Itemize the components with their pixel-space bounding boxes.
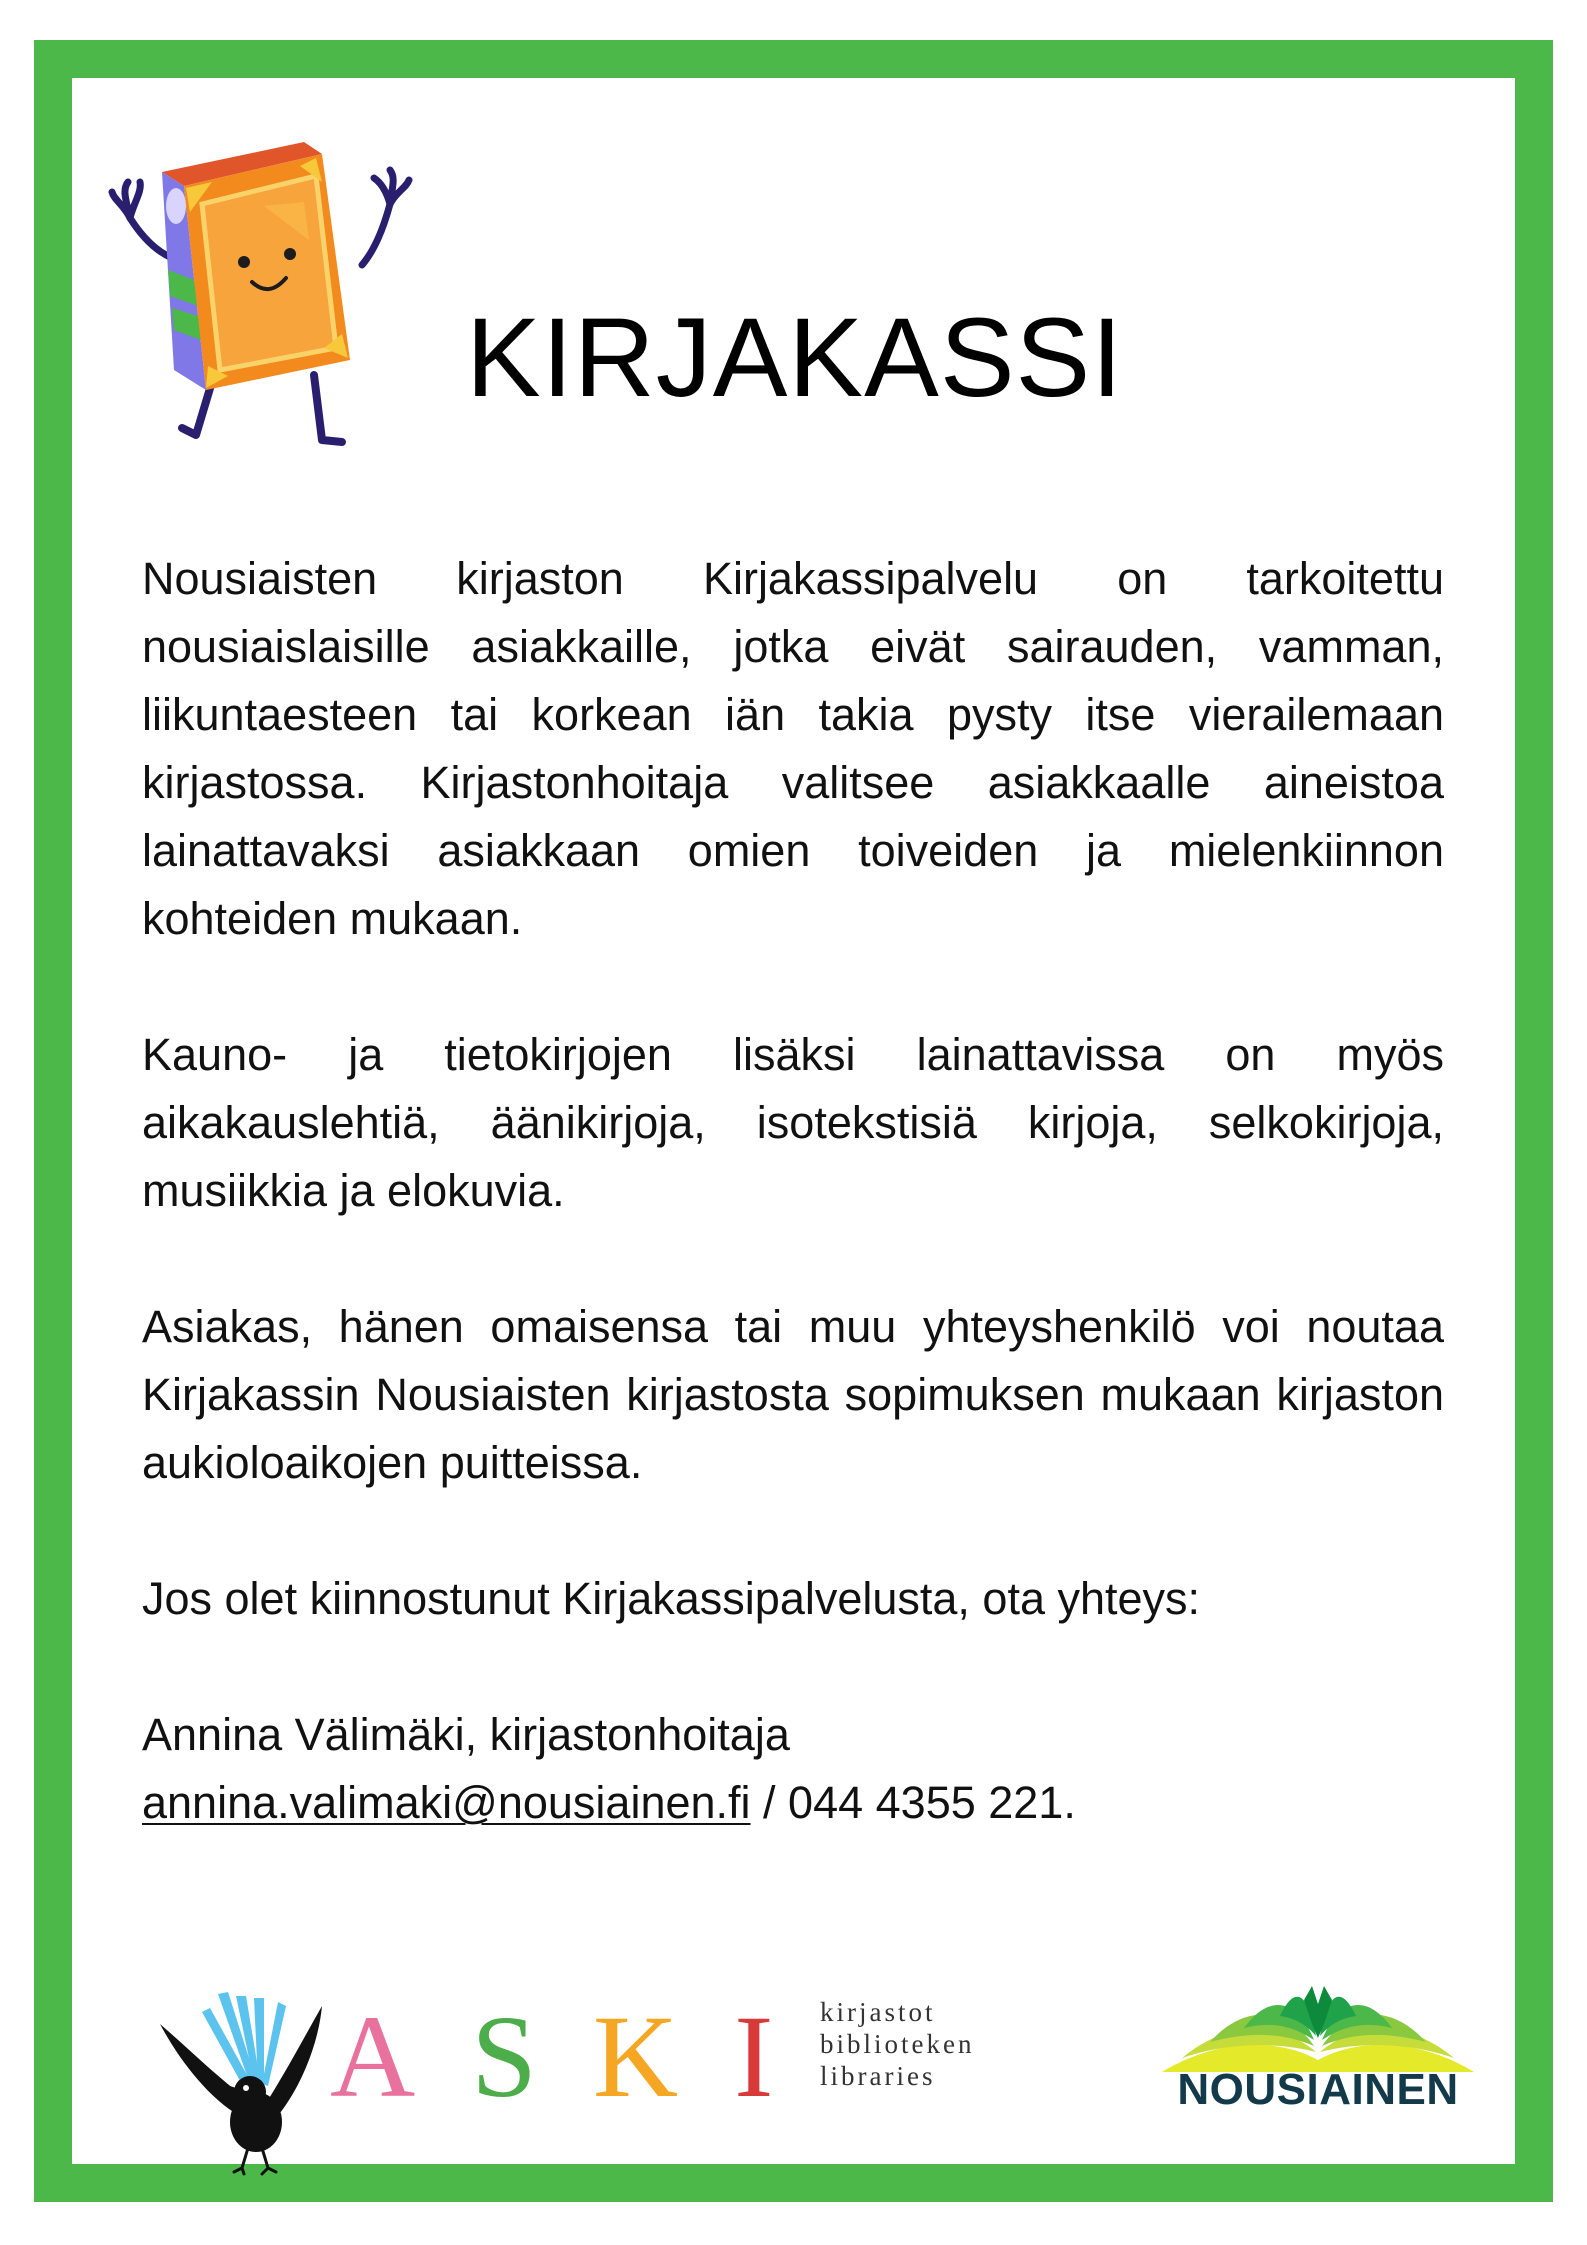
walking-book-mascot-icon <box>104 130 424 465</box>
page-title: KIRJAKASSI <box>466 295 1124 420</box>
contact-line <box>142 1769 1444 1837</box>
aski-subtitle-line: kirjastot <box>820 1997 936 2027</box>
aski-letter-a: A <box>330 1991 416 2122</box>
aski-wordmark <box>330 1991 774 2122</box>
intro-paragraph: Nousiaisten kirjaston Kirjakassipalvelu on tarkoitettu nousiaislaisille asiakkaille, jotka eivät sairauden, vamman, liikuntaesteen tai korkean iän takia pysty itse vierailemaan kirjastossa. Kirjastonhoitaja valitsee asiakkaalle aineistoa lainattavaksi asiakkaan omien toiveiden ja mielenkiinnon kohteiden mukaan. <box>142 553 1444 944</box>
aski-letter-i: I <box>734 1991 774 2122</box>
contact-intro-paragraph: Jos olet kiinnostunut Kirjakassipalvelusta, ota yhteys: <box>142 1573 1201 1624</box>
phone-number: / 044 4355 221. <box>750 1777 1076 1828</box>
pickup-paragraph: Asiakas, hänen omaisensa tai muu yhteyshenkilö voi noutaa Kirjakassin Nousiaisten kirjastosta sopimuksen mukaan kirjaston aukioloaikojen puitteissa. <box>142 1301 1444 1488</box>
aski-letter-k: K <box>592 1991 679 2122</box>
main-content <box>142 545 1444 1837</box>
nousiainen-wordmark: NOUSIAINEN <box>1177 2065 1459 2114</box>
magpie-bird-icon <box>158 1988 328 2178</box>
aski-subtitle-line: libraries <box>820 2061 936 2091</box>
aski-letter-s: S <box>471 1991 537 2122</box>
aski-subtitle-line: biblioteken <box>820 2029 975 2059</box>
contact-name: Annina Välimäki, kirjastonhoitaja <box>142 1709 790 1760</box>
nousiainen-logo <box>1158 1980 1478 2125</box>
materials-paragraph: Kauno- ja tietokirjojen lisäksi lainattavissa on myös aikakauslehtiä, äänikirjoja, isotekstisiä kirjoja, selkokirjoja, musiikkia ja elokuvia. <box>142 1029 1444 1216</box>
aski-logo <box>158 1988 1018 2178</box>
aski-subtitle <box>820 1996 974 2092</box>
email-link[interactable]: annina.valimaki@nousiainen.fi <box>142 1777 751 1828</box>
